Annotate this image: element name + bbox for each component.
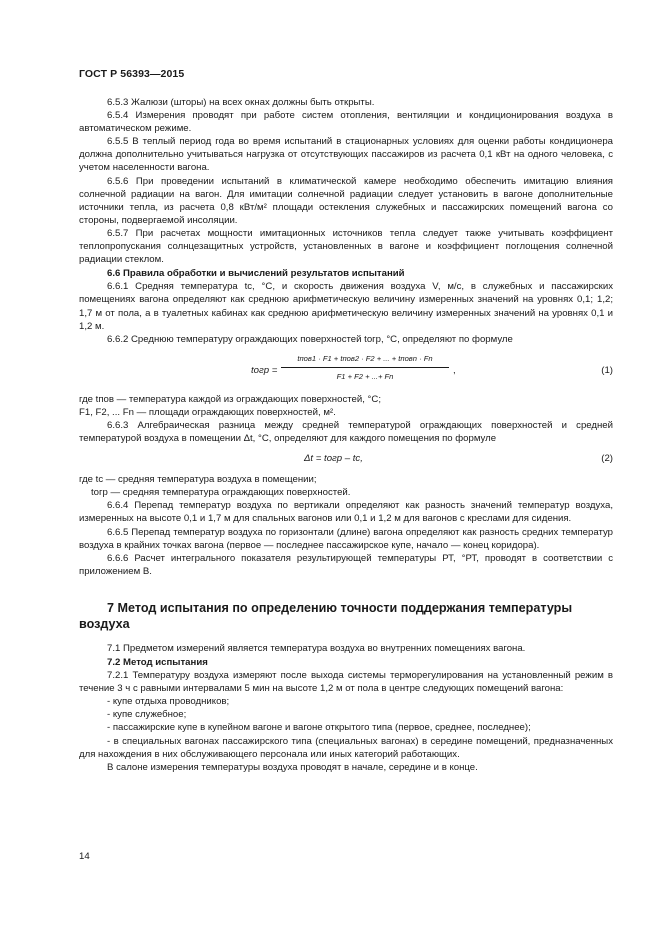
where-1-line-1: где tпов — температура каждой из ограждающих поверхностей, °С; <box>79 393 381 405</box>
paragraph-7-2-1: 7.2.1 Температуру воздуха измеряют после выхода системы терморегулирования на установленный режим в течение 3 ч с равными интервалами 5 мин на высоте 1,2 м от пола в центре следующих помещений вагона: <box>79 670 613 695</box>
paragraph-7-1: 7.1 Предметом измерений является температура воздуха во внутренних помещениях вагона. <box>107 642 526 654</box>
fraction-bar <box>281 367 449 368</box>
list-item: - пассажирские купе в купейном вагоне и вагоне открытого типа (первое, среднее, последнее); <box>107 722 531 734</box>
formula-1-numerator: tпов1 · F1 + tпов2 · F2 + ... + tповn · Fn <box>297 353 433 363</box>
heading-6-6: 6.6 Правила обработки и вычислений результатов испытаний <box>107 268 405 280</box>
formula-2 <box>79 448 613 470</box>
formula-1 <box>79 350 613 390</box>
where-2-line-2: tогр — средняя температура ограждающих поверхностей. <box>91 487 351 499</box>
formula-2-number: (2) <box>601 453 613 465</box>
heading-7: 7 Метод испытания по определению точности поддержания температуры воздуха <box>79 600 573 632</box>
paragraph-6-6-5: 6.6.5 Перепад температур воздуха по горизонтали (длине) вагона определяют как разность средних температур воздуха в крайних точках вагона (первое — последнее пассажирское купе, начало — конец коридора). <box>79 526 613 551</box>
document-body <box>79 96 613 774</box>
heading-7-2: 7.2 Метод испытания <box>107 657 208 668</box>
list-item: - купе служебное; <box>107 709 187 721</box>
paragraph-6-5-3: 6.5.3 Жалюзи (шторы) на всех окнах должны быть открыты. <box>107 97 375 108</box>
where-2-line-1: где tс — средняя температура воздуха в помещении; <box>79 474 317 486</box>
formula-1-fraction <box>281 352 449 383</box>
paragraph-6-5-6: 6.5.6 При проведении испытаний в климатической камере необходимо обеспечить имитацию влияния солнечной радиации на вагон. Для имитации солнечной радиации следует установить в вагоне дополнительные источники тепла, из расчета 0,8 кВт/м² площади остекления служебных и пассажирских помещений вагона со стороны, подвергаемой инсоляции. <box>79 175 613 226</box>
formula-1-denominator: F1 + F2 + ...+ Fn <box>336 371 394 381</box>
paragraph-6-5-7: 6.5.7 При расчетах мощности имитационных источников тепла следует также учитывать коэффициент теплопропускания солнцезащитных устройств, установленных в вагоне и коэффициент поглощения солнечной радиации стеклом. <box>79 227 613 266</box>
paragraph-6-6-3: 6.6.3 Алгебраическая разница между средней температурой ограждающих поверхностей и средней температурой воздуха в помещении Δt, °С, определяют для каждого помещения по формуле <box>79 419 613 445</box>
formula-1-number: (1) <box>601 364 613 376</box>
paragraph-6-5-4: 6.5.4 Измерения проводят при работе систем отопления, вентиляции и кондиционирования воздуха в автоматическом режиме. <box>79 110 613 135</box>
paragraph-6-5-5: 6.5.5 В теплый период года во время испытаний в стационарных условиях для оценки работы кондиционера должна дополнительно учитываться нагрузка от отсутствующих пассажиров из расчета 0,1 кВт на одного человека, с учетом населенности вагона. <box>79 136 613 174</box>
paragraph-6-6-4: 6.6.4 Перепад температур воздуха по вертикали определяют как разность значений температур воздуха, измеренных на высоте 0,1 и 1,7 м для спальных вагонов или 0,1 и 1,2 м для вагонов с креслами для сидения. <box>79 500 613 525</box>
formula-2-body: Δt = tогр – tс, <box>304 453 363 465</box>
formula-1-trail: , <box>453 364 456 376</box>
formula-1-lhs: tогр = <box>251 364 278 376</box>
where-1-line-2: F1, F2, ... Fn — площади ограждающих поверхностей, м². <box>79 406 336 418</box>
paragraph-6-6-1: 6.6.1 Средняя температура tс, °С, и скорость движения воздуха V, м/с, в служебных и пассажирских помещениях вагона определяют как среднюю арифметическую величину измеренных значений на уровнях 0,1; 1,2; 1,7 м от пола, а в туалетных кабинах как среднюю арифметическую величину измеренных значений на уровнях 0,1 и 1,2 м. <box>79 281 613 332</box>
paragraph-6-6-6: 6.6.6 Расчет интегрального показателя результирующей температуры РТ, °РТ, проводят в соответствии с приложением В. <box>79 552 613 577</box>
list-item: - купе отдыха проводников; <box>107 696 230 708</box>
page-number: 14 <box>79 851 90 862</box>
document-header: ГОСТ Р 56393—2015 <box>79 68 185 80</box>
paragraph-6-6-2: 6.6.2 Среднюю температуру ограждающих поверхностей tогр, °С, определяют по формуле <box>107 333 513 345</box>
list-item: - в специальных вагонах пассажирского типа (специальных вагонах) в середине помещений, предназначенных для нахождения в них обслуживающего персонала или иных категорий работающих. <box>79 735 613 760</box>
paragraph-salon: В салоне измерения температуры воздуха проводят в начале, середине и в конце. <box>107 761 478 773</box>
